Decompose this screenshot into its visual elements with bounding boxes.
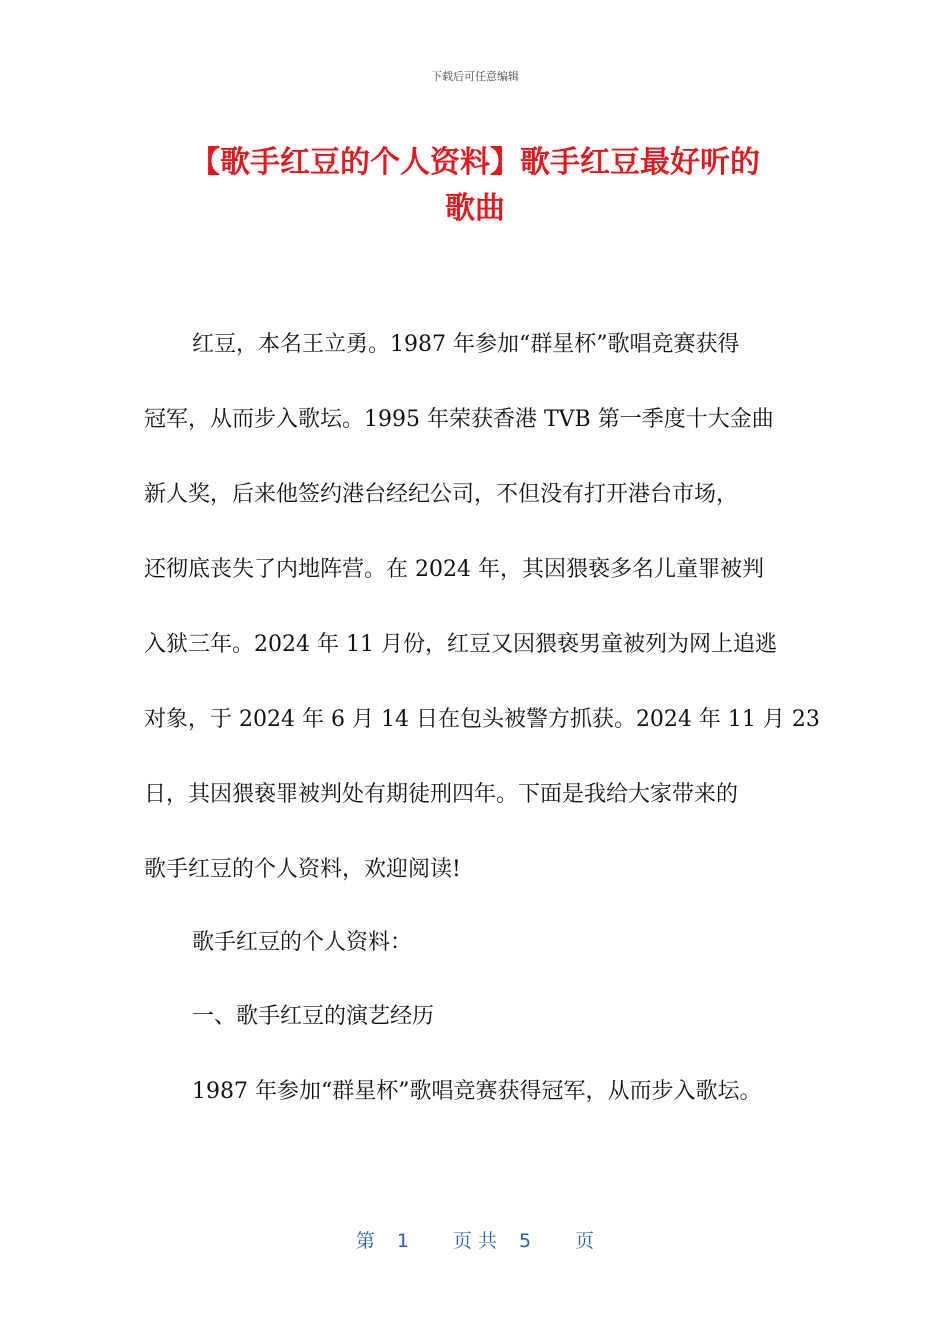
paragraph-line: 新人奖，后来他签约港台经纪公司，不但没有打开港台市场， — [144, 482, 739, 507]
section-intro: 歌手红豆的个人资料： — [192, 930, 413, 955]
experience-paragraph: 1987 年参加“群星杯”歌唱竞赛获得冠军，从而步入歌坛。 — [192, 1079, 762, 1104]
paragraph-line: 入狱三年。2024 年 11 月份，红豆又因猥亵男童被列为网上追逃 — [144, 632, 777, 657]
title-line-2: 歌曲 — [445, 191, 505, 226]
title-line-1: 【歌手红豆的个人资料】歌手红豆最好听的 — [190, 145, 760, 180]
paragraph-line: 歌手红豆的个人资料，欢迎阅读! — [144, 857, 461, 882]
paragraph-line: 红豆，本名王立勇。1987 年参加“群星杯”歌唱竞赛获得 — [192, 332, 740, 357]
section-heading: 一、歌手红豆的演艺经历 — [192, 1004, 435, 1029]
total-pages-number: 5 — [519, 1230, 532, 1252]
page-label: 第 — [355, 1230, 375, 1252]
page-header: 下载后可任意编辑 — [431, 70, 519, 83]
current-page-number: 1 — [396, 1230, 409, 1252]
paragraph-line: 还彻底丧失了内地阵营。在 2024 年，其因猥亵多名儿童罪被判 — [144, 557, 764, 582]
paragraph-line: 对象，于 2024 年 6 月 14 日在包头被警方抓获。2024 年 11 月 23 — [144, 707, 820, 732]
total-label: 页 共 — [452, 1230, 498, 1252]
intro-paragraph — [144, 307, 820, 907]
document-title — [140, 140, 810, 232]
paragraph-line: 日，其因猥亵罪被判处有期徒刑四年。下面是我给大家带来的 — [144, 782, 739, 807]
page-suffix: 页 — [575, 1230, 595, 1252]
paragraph-line: 冠军，从而步入歌坛。1995 年荣获香港 TVB 第一季度十大金曲 — [144, 407, 774, 432]
page-footer — [0, 1226, 950, 1253]
